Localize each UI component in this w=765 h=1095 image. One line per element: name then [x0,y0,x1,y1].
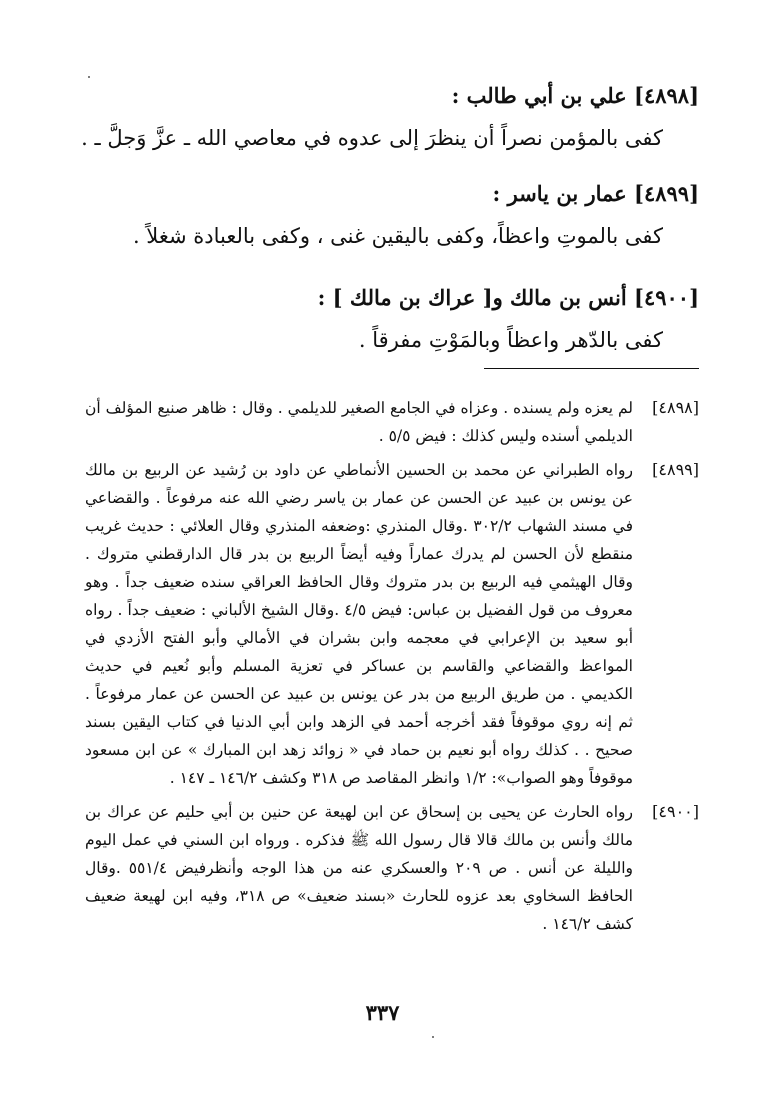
footnote [85,798,699,938]
hadith-entry [120,282,699,356]
footnote-text: رواه الحارث عن يحيى بن إسحاق عن ابن لهيعة عن حنين بن أبي حليم عن عراك بن مالك وأنس بن مالك قالا قال رسول الله ﷺ فذكره . ورواه ابن السني في عمل اليوم والليلة عن أنس . ص ٢٠٩ والعسكري عنه من هذا الوجه وأنظرفيض ٥٥١/٤ .وقال الحافظ السخاوي بعد عزوه للحارث «بسند ضعيف» ص ٣١٨، وفيه ابن لهيعة ضعيف كشف ١٤٦/٢ . [85,803,633,933]
footnote [85,456,699,792]
scan-speck [88,76,90,78]
entry-text: كفى بالدّهر واعظاً وبالمَوْتِ مفرقاً . [358,328,663,352]
footnote-text: رواه الطبراني عن محمد بن الحسين الأنماطي عن داود بن رُشيد عن الربيع بن مالك عن يونس بن عبيد عن الحسن عن عمار بن ياسر رضي الله عنه مرفوعاً . والقضاعي في مسند الشهاب ٣٠٢/٢ .وقال المنذري :وضعفه المنذري وقال العلائي : حديث غريب منقطع لأن الحسن لم يدرك عماراً وفيه أيضاً الربيع بن بدر قال الدارقطني متروك . وقال الهيثمي فيه الربيع بن بدر متروك وقال الحافظ العراقي سنده ضعيف جداً . وهو معروف من قول الفضيل بن عباس: فيض ٤/٥ .وقال الشيخ الألباني : ضعيف جداً . رواه أبو سعيد بن الإعرابي في معجمه وابن بشران في الأمالي وأبو الفتح الأزدي في المواعظ والقضاعي والقاسم بن عساكر في تعزية المسلم وأبو نُعيم في حديث الكديمي . من طريق الربيع من بدر عن يونس بن عبيد عن الحسن عن عمار مرفوعاً . ثم إنه روي موقوفاً فقد أخرجه أحمد في الزهد وابن أبي الدنيا في كتاب اليقين بسند صحيح . . كذلك رواه أبو نعيم بن حماد في « زوائد زهد ابن المبارك » عن ابن مسعود موقوفاً وهو الصواب»: ١/٢ وانظر المقاصد ص ٣١٨ وكشف ١٤٦/٢ ـ ١٤٧ . [85,461,633,787]
page-number: ٣٣٧ [365,1000,400,1025]
scan-speck [432,1036,434,1038]
hadith-entry [120,178,699,252]
hadith-entry [81,80,699,154]
footnote-separator [484,368,699,369]
footnote-number: [٤٨٩٨] [652,398,699,417]
entry-text: كفى بالمؤمن نصراً أن ينظرَ إلى عدوه في معاصي الله ـ عزَّ وَجلَّ ـ . [81,126,663,150]
entry-text: كفى بالموتِ واعظاً، وكفى باليقين غنى ، وكفى بالعبادة شغلاً . [132,224,663,248]
footnotes [85,394,699,944]
footnote-number: [٤٩٠٠] [652,802,699,821]
entry-heading: [٤٨٩٨] علي بن أبي طالب : [451,83,699,108]
footnote [85,394,699,450]
footnote-text: لم يعزه ولم يسنده . وعزاه في الجامع الصغير للديلمي . وقال : ظاهر صنيع المؤلف أن الديلمي أسنده وليس كذلك : فيض ٥/٥ . [85,399,633,445]
entry-heading: [٤٨٩٩] عمار بن ياسر : [492,181,699,206]
footnote-number: [٤٨٩٩] [652,460,699,479]
entry-heading: [٤٩٠٠] أنس بن مالك و[ عراك بن مالك ] : [317,285,699,310]
